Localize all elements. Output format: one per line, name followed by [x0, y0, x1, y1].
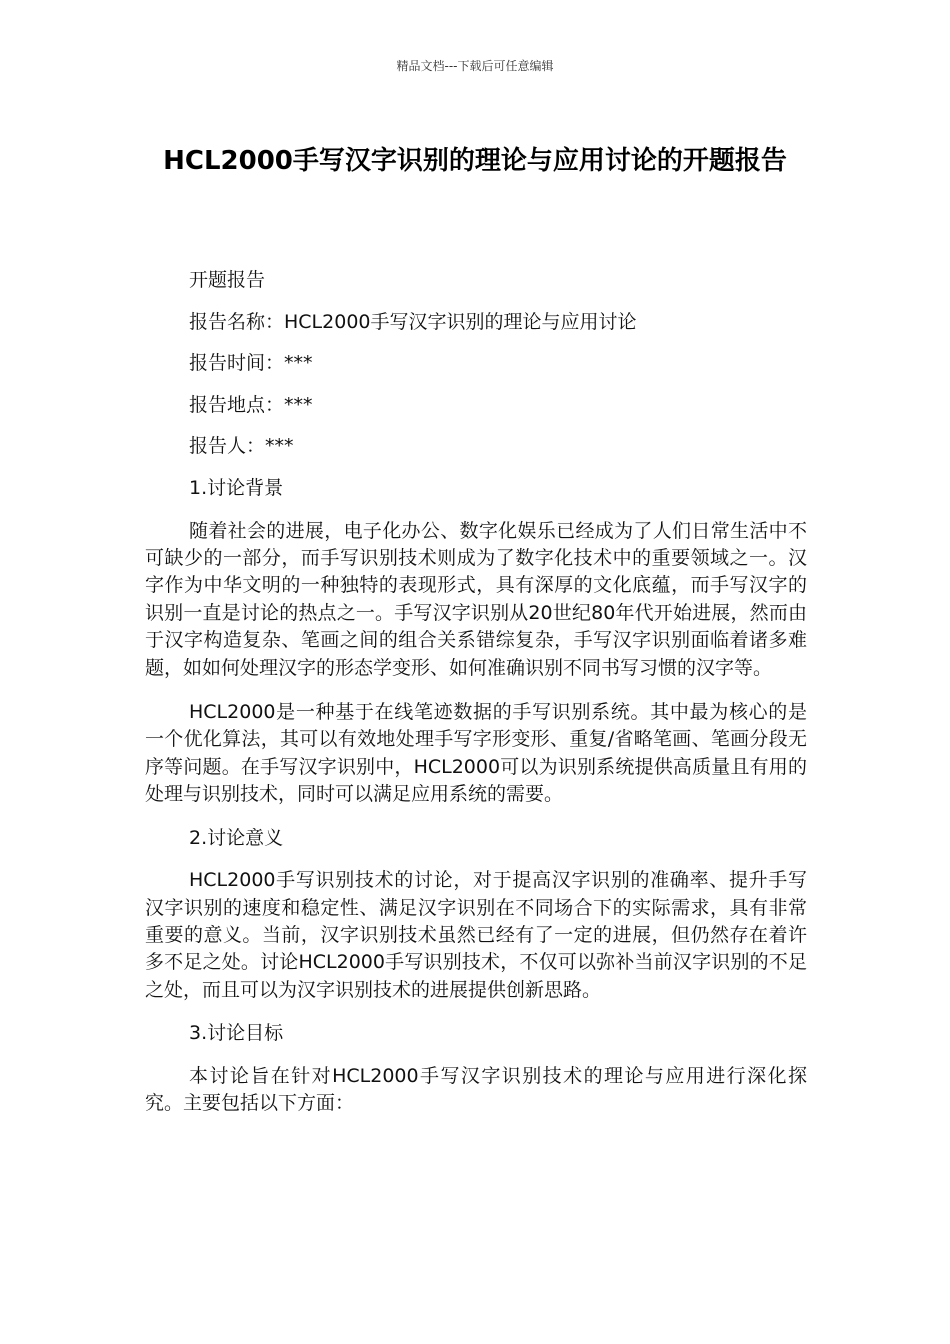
paragraph-background-2: HCL2000是一种基于在线笔迹数据的手写识别系统。其中最为核心的是一个优化算法，其可以有效地处理手写字形变形、重复/省略笔画、笔画分段无序等问题。在手写汉字识别中，HCL2000可以为识别系统提供高质量且有用的处理与识别技术，同时可以满足应用系统的需要。 [145, 701, 807, 806]
document-title: HCL2000手写汉字识别的理论与应用讨论的开题报告 [163, 146, 787, 176]
paragraph-significance-1: HCL2000手写识别技术的讨论，对于提高汉字识别的准确率、提升手写汉字识别的速度和稳定性、满足汉字识别在不同场合下的实际需求，具有非常重要的意义。当前，汉字识别技术虽然已经有了一定的进展，但仍然存在着许多不足之处。讨论HCL2000手写识别技术，不仅可以弥补当前汉字识别的不足之处，而且可以为汉字识别技术的进展提供创新思路。 [145, 869, 807, 1001]
report-time-line: 报告时间：*** [189, 352, 313, 375]
document-body [145, 268, 807, 1135]
report-place-line: 报告地点：*** [189, 393, 313, 416]
report-type-line: 开题报告 [189, 269, 266, 291]
section-heading-significance: 2.讨论意义 [189, 826, 284, 849]
header-note: 精品文档---下载后可任意编辑 [396, 59, 554, 73]
paragraph-goals-1: 本讨论旨在针对HCL2000手写汉字识别技术的理论与应用进行深化探究。主要包括以下方面： [145, 1064, 807, 1115]
reporter-line: 报告人：*** [189, 435, 294, 458]
section-heading-background: 1.讨论背景 [189, 476, 284, 499]
section-heading-goals: 3.讨论目标 [189, 1022, 284, 1045]
paragraph-background-1: 随着社会的进展，电子化办公、数字化娱乐已经成为了人们日常生活中不可缺少的一部分，而手写识别技术则成为了数字化技术中的重要领域之一。汉字作为中华文明的一种独特的表现形式，具有深厚的文化底蕴，而手写汉字的识别一直是讨论的热点之一。手写汉字识别从20世纪80年代开始进展，然而由于汉字构造复杂、笔画之间的组合关系错综复杂，手写汉字识别面临着诸多难题，如如何处理汉字的形态学变形、如何准确识别不同书写习惯的汉字等。 [145, 519, 807, 679]
report-name-line: 报告名称：HCL2000手写汉字识别的理论与应用讨论 [189, 310, 637, 333]
